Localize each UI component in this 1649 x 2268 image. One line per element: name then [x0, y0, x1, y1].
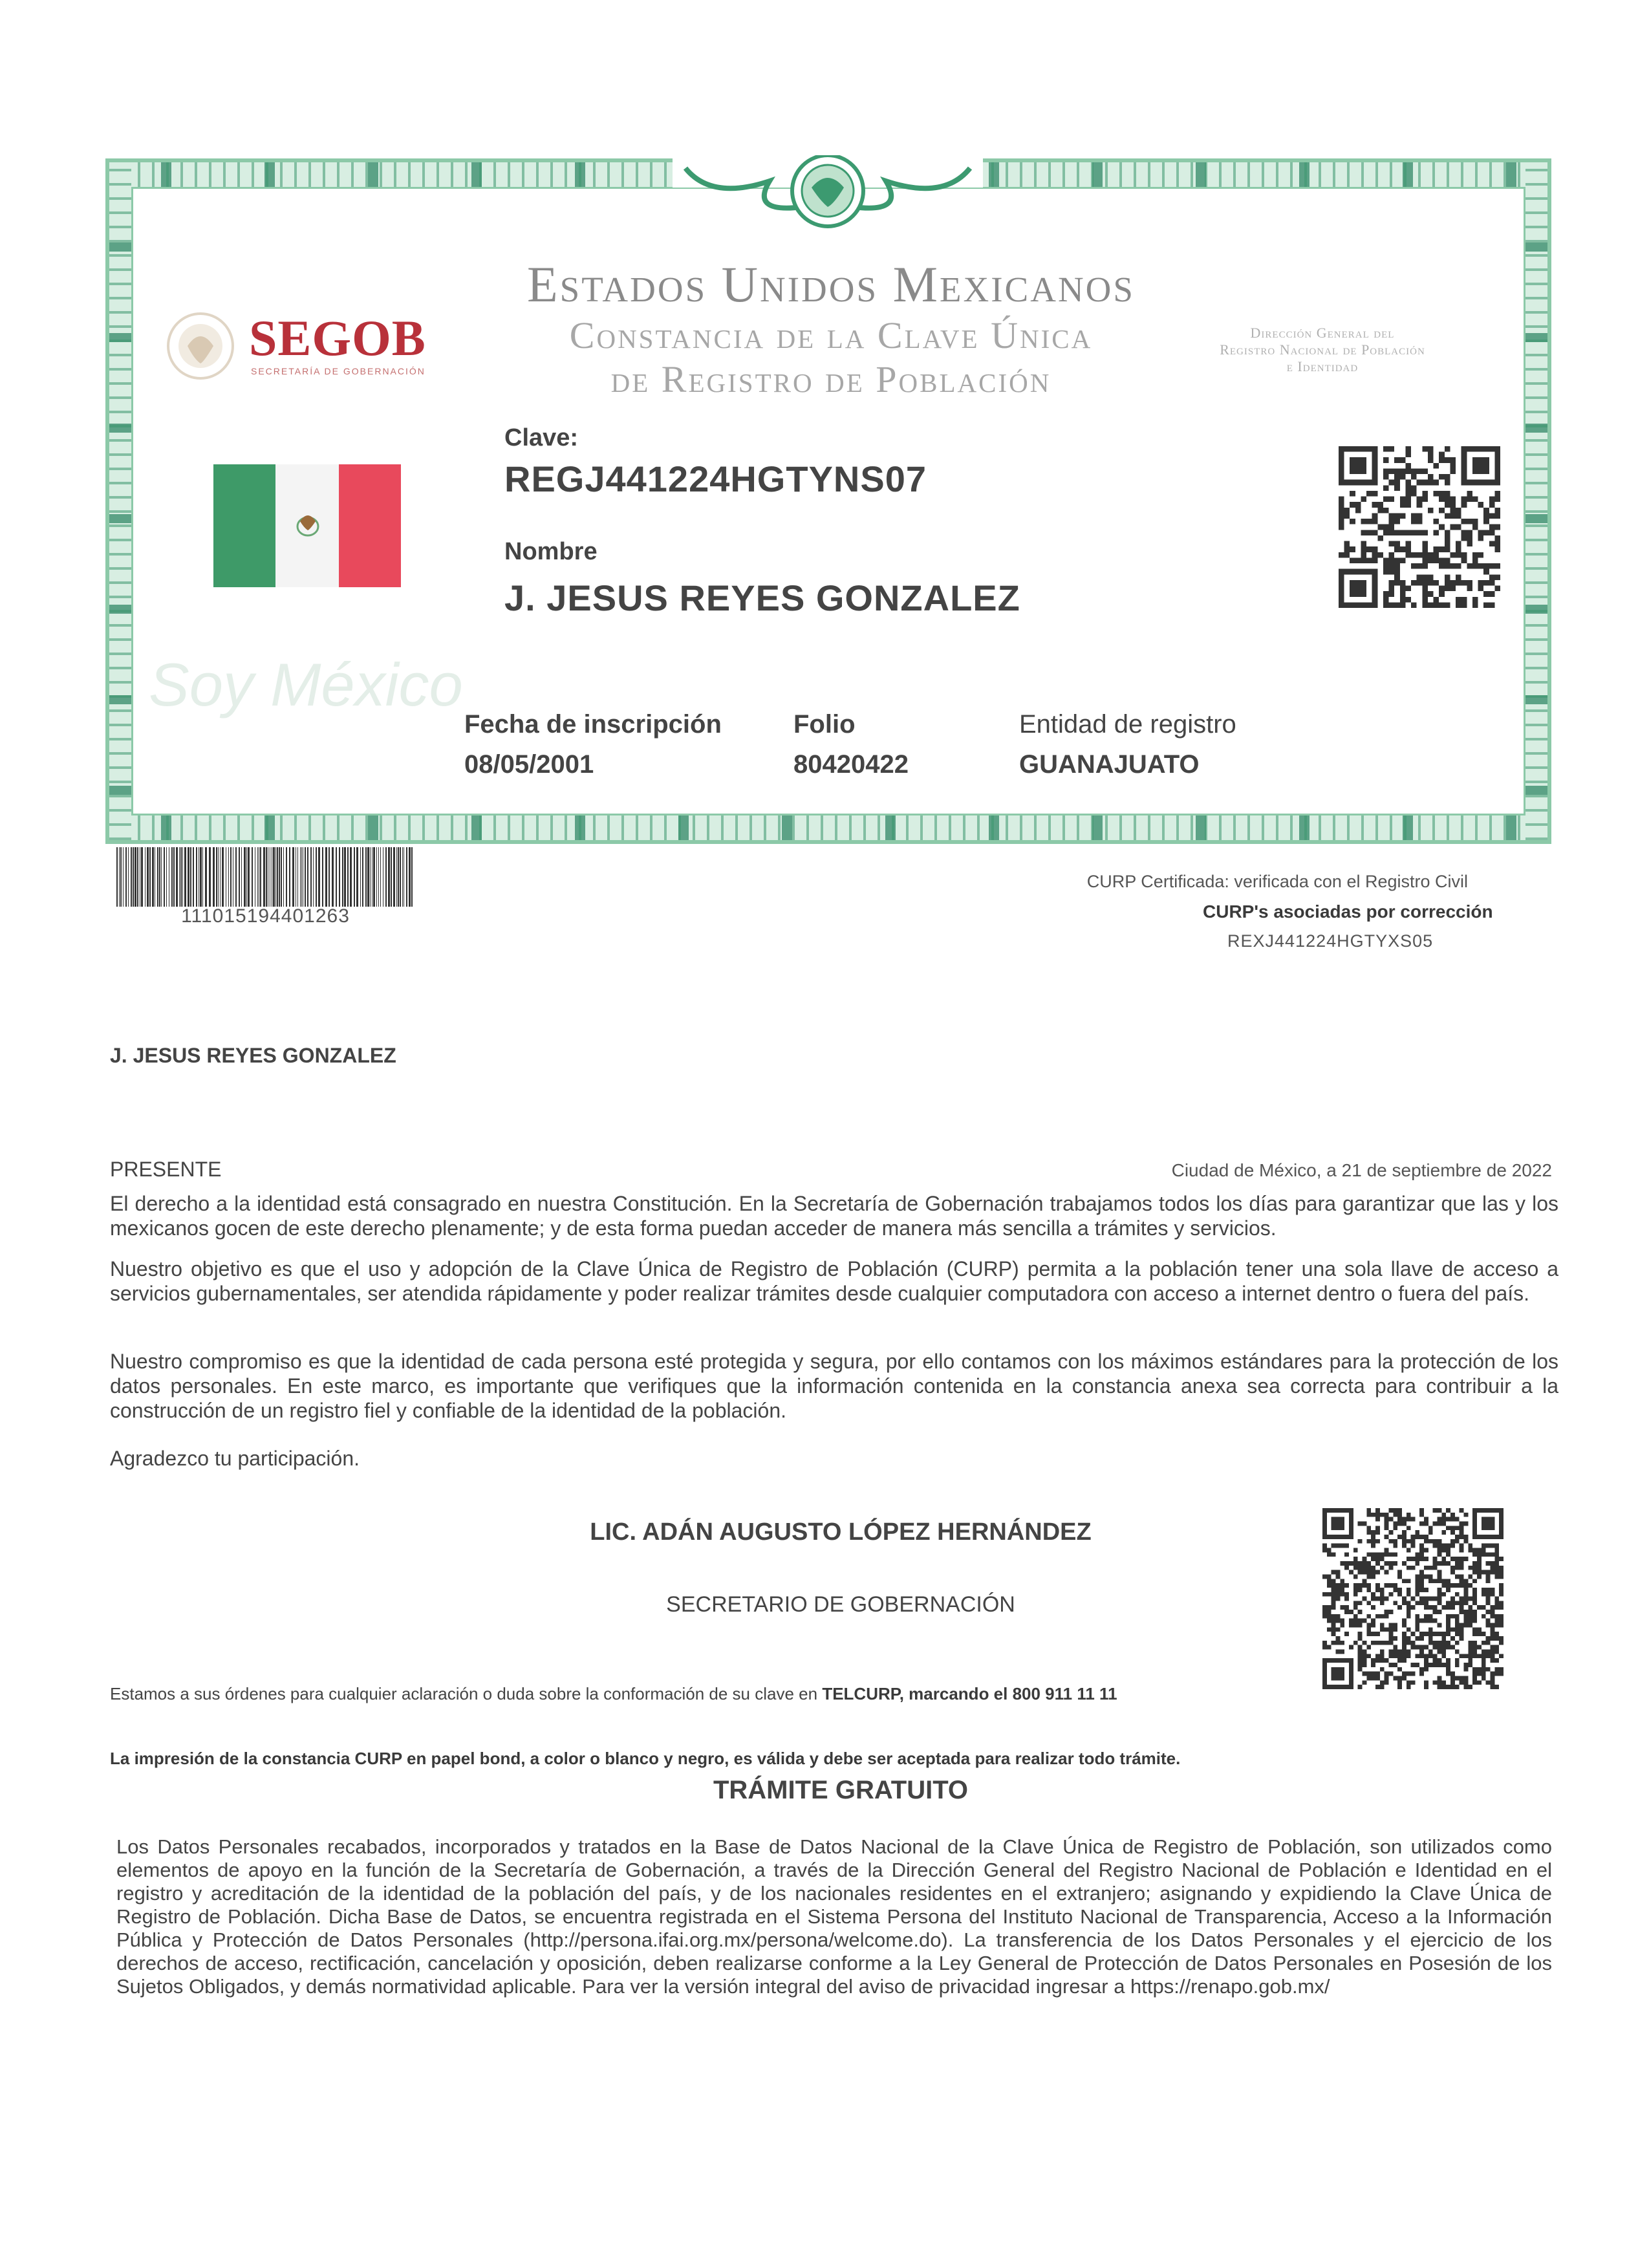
letter-paragraph-1: El derecho a la identidad está consagrado en nuestra Constitución. En la Secretaría de Gobernación trabajamos todos los días para garantizar que las y los mexicanos gocen de este derecho plenamente; y de esta forma puedan acceder de manera más sencilla a trámites y servicios.: [110, 1192, 1558, 1240]
flag-green-stripe: [213, 464, 275, 587]
segob-logo-text: SEGOB: [249, 310, 426, 366]
subtitle-line-1: Constancia de la Clave Única: [569, 314, 1093, 356]
frame-border-right: [1525, 162, 1547, 840]
clave-label: Clave:: [504, 424, 579, 451]
entidad-registro-label: Entidad de registro: [1019, 710, 1236, 739]
subtitle-constancia: [475, 314, 1187, 402]
fecha-inscripcion-value: 08/05/2001: [464, 750, 594, 779]
direccion-line-3: e Identidad: [1286, 358, 1359, 374]
curp-asociada: REXJ441224HGTYXS05: [1227, 931, 1434, 951]
qr-code-icon: [1322, 1508, 1503, 1689]
folio-label: Folio: [793, 710, 856, 739]
clave-value: REGJ441224HGTYNS07: [504, 459, 927, 499]
print-validity-notice: La impresión de la constancia CURP en papel bond, a color o blanco y negro, es válida y debe ser aceptada para realizar todo trámite.: [110, 1749, 1181, 1768]
signer-name: LIC. ADÁN AUGUSTO LÓPEZ HERNÁNDEZ: [590, 1518, 1092, 1546]
direccion-line-1: Dirección General del: [1250, 325, 1395, 341]
soy-mexico-watermark: Soy México: [149, 651, 463, 718]
letter-place-date: Ciudad de México, a 21 de septiembre de 2022: [1171, 1160, 1552, 1180]
letter-paragraph-4: Agradezco tu participación.: [110, 1447, 360, 1470]
letter-paragraph-2: Nuestro objetivo es que el uso y adopción de la Clave Única de Registro de Población (CURP) permita a la población tener una sola llave de acceso a servicios gubernamentales, ser atendida rápidamente y poder realizar trámites desde cualquier computadora con acceso a internet dentro o fuera del país.: [110, 1257, 1558, 1305]
barcode-icon: [115, 847, 416, 907]
letter-presente: PRESENTE: [110, 1158, 222, 1181]
subtitle-line-2: de Registro de Población: [610, 358, 1051, 400]
privacy-notice: Los Datos Personales recabados, incorporados y tratados en la Base de Datos Nacional de la Clave Única de Registro de Población, son utilizados como elementos de apoyo en la función de la Secretaría de Gobernación, a través de la Dirección General del Registro Nacional de Población e Identidad en el registro y acreditación de la identidad de la población del país, y de los nacionales residentes en el extranjero; asignando y expidiendo la Clave Única de Registro de Población. Dicha Base de Datos, se encuentra registrada en el Sistema Persona del Instituto Nacional de Transparencia, Acceso a la Información Pública y Protección de Datos Personales (http://persona.ifai.org.mx/persona/welcome.do). La transferencia de los Datos Personales y el ejercicio de los derechos de acceso, rectificación, cancelación y oposición, deben realizarse conforme a la Ley General de Protección de Datos Personales en Posesión de los Sujetos Obligados, y demás normatividad aplicable. Para ver la versión integral del aviso de privacidad ingresar a https://renapo.gob.mx/: [116, 1835, 1552, 1998]
letter-paragraph-3: Nuestro compromiso es que la identidad de cada persona esté protegida y segura, por ello contamos con los máximos estándares para la protección de los datos personales. En este marco, es importante que verifiques que la información contenida en la constancia anexa sea correcta para contribuir a la construcción de un registro fiel y confiable de la identidad de la población.: [110, 1350, 1558, 1422]
flag-red-stripe: [339, 464, 401, 587]
nombre-label: Nombre: [504, 538, 598, 565]
curps-asociadas-title: CURP's asociadas por corrección: [1203, 902, 1493, 922]
nombre-value: J. JESUS REYES GONZALEZ: [504, 578, 1020, 618]
entidad-registro-value: GUANAJUATO: [1019, 750, 1200, 779]
frame-border-left: [109, 162, 131, 840]
direccion-general: [1174, 325, 1471, 375]
direccion-line-2: Registro Nacional de Población: [1220, 341, 1425, 358]
contact-text: Estamos a sus órdenes para cualquier aclaración o duda sobre la conformación de su clave en: [110, 1684, 823, 1703]
flag-white-stripe: [275, 464, 339, 587]
certification-status: CURP Certificada: verificada con el Registro Civil: [1086, 872, 1468, 891]
mexican-flag-icon: [213, 464, 401, 587]
telcurp-phone: TELCURP, marcando el 800 911 11 11: [822, 1684, 1117, 1703]
title-estados-unidos: Estados Unidos Mexicanos: [527, 256, 1135, 312]
tramite-gratuito: TRÁMITE GRATUITO: [713, 1776, 969, 1804]
flag-emblem-icon: [295, 507, 321, 539]
contact-line: [110, 1684, 1339, 1704]
segob-eagle-icon: [165, 310, 236, 382]
qr-code-icon: [1339, 446, 1500, 608]
signer-title: SECRETARIO DE GOBERNACIÓN: [666, 1592, 1015, 1617]
fecha-inscripcion-label: Fecha de inscripción: [464, 710, 722, 739]
letter-addressee: J. JESUS REYES GONZALEZ: [110, 1044, 396, 1067]
mexican-coat-of-arms-icon: [673, 155, 983, 233]
frame-border-bottom: [109, 815, 1547, 840]
folio-value: 80420422: [793, 750, 909, 779]
segob-subtitle: SECRETARÍA DE GOBERNACIÓN: [251, 366, 426, 376]
barcode-number: 111015194401263: [181, 905, 350, 927]
